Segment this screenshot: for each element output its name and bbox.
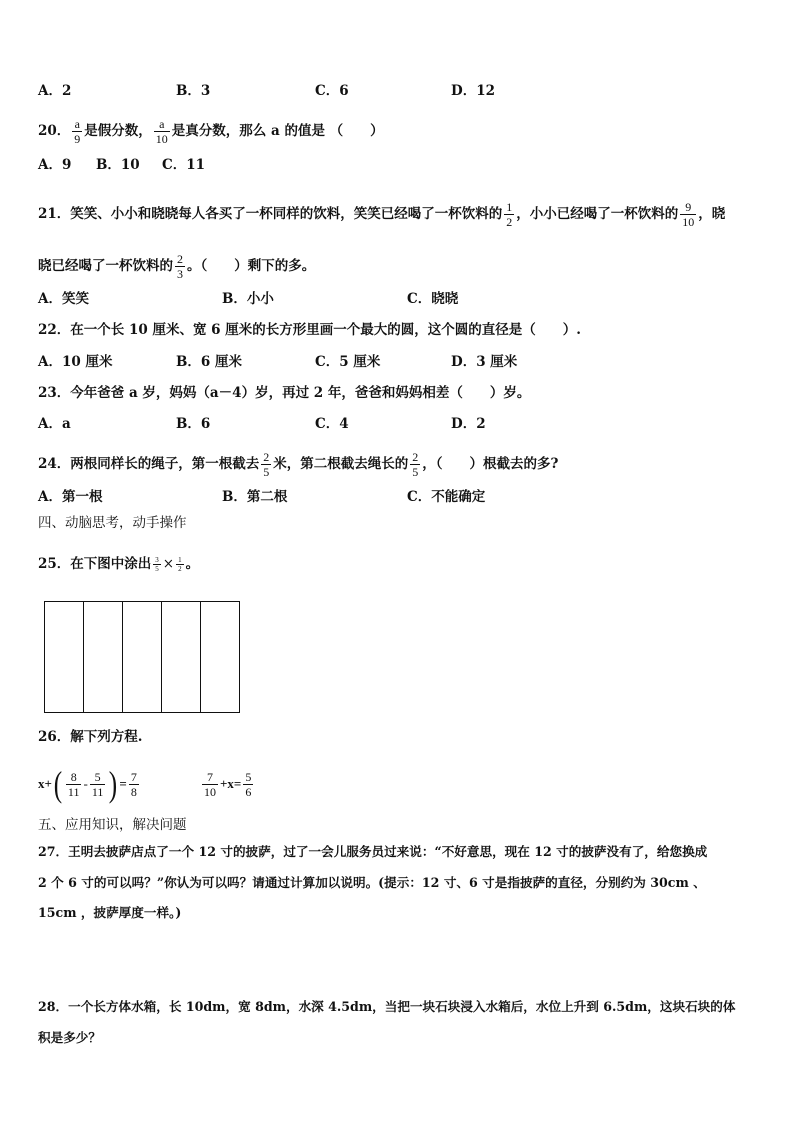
q21-option-c: C．晓晓 <box>407 291 459 307</box>
eq1-f3-numerator: 7 <box>130 769 137 784</box>
grid-cell[interactable] <box>201 602 239 712</box>
q26-equation-1 <box>38 762 141 806</box>
q20-number: 20． <box>38 123 71 139</box>
q21-f2-denominator: 10 <box>682 215 695 229</box>
grid-cell[interactable] <box>84 602 123 712</box>
q24-f2-denominator: 5 <box>412 465 419 479</box>
q23-stem: 23．今年爸爸 a 岁，妈妈（a－4）岁，再过 2 年，爸爸和妈妈相差（ ）岁。 <box>38 385 531 401</box>
q20-option-c: C．11 <box>162 157 206 173</box>
q25-f1-numerator: 3 <box>155 556 159 564</box>
q20-f2-numerator: a <box>159 117 165 131</box>
q20-text-2: 是真分数，那么 a 的值是 （ ） <box>171 123 384 139</box>
q21-text-1a: 21．笑笑、小小和晓晓每人各买了一杯同样的饮料，笑笑已经喝了一杯饮料的 <box>38 206 503 222</box>
q28-line-2: 积是多少？ <box>38 1030 101 1045</box>
grid-cell[interactable] <box>45 602 84 712</box>
q20-stem <box>38 117 384 146</box>
q20-f1-numerator: a <box>74 117 80 131</box>
q25-fraction-1 <box>153 556 161 573</box>
q25-f2-denominator: 2 <box>178 565 182 573</box>
q27-line-3: 15cm ，披萨厚度一样。) <box>38 905 182 920</box>
q25-f2-numerator: 1 <box>178 556 182 564</box>
q27-line-2: 2 个 6 寸的可以吗？”你认为可以吗？请通过计算加以说明。(提示：12 寸、6 寸是指披萨的直径，分别约为 30cm 、 <box>38 875 706 890</box>
q24-text-a: 24．两根同样长的绳子，第一根截去 <box>38 456 260 472</box>
right-paren: ) <box>109 764 118 804</box>
q26-stem: 26．解下列方程. <box>38 729 143 745</box>
q22-option-a: A．10 厘米 <box>38 354 113 370</box>
eq1-equals: = <box>119 776 127 791</box>
section-5-heading: 五、应用知识，解决问题 <box>38 817 187 833</box>
q21-f3-numerator: 2 <box>177 252 183 266</box>
eq2-fraction-2 <box>243 770 253 799</box>
eq1-fraction-3 <box>129 770 139 799</box>
q22-option-b: B．6 厘米 <box>176 354 243 370</box>
grid-cell[interactable] <box>162 602 201 712</box>
eq2-f1-denominator: 10 <box>204 784 216 799</box>
eq2-fraction-1 <box>202 770 218 799</box>
q25-text-a: 25．在下图中涂出 <box>38 556 152 572</box>
q20-f1-denominator: 9 <box>74 132 81 146</box>
eq1-f2-numerator: 5 <box>94 769 101 784</box>
q24-text-c: ，（ ）根截去的多? <box>422 456 559 472</box>
q20-text-1: 是假分数， <box>84 123 152 139</box>
eq2-f2-numerator: 5 <box>245 769 252 784</box>
q20-fraction-2 <box>154 117 170 146</box>
eq2-f2-denominator: 6 <box>245 784 252 799</box>
q20-option-a: A．9 <box>38 157 72 173</box>
q24-f1-numerator: 2 <box>263 450 270 464</box>
eq1-minus: - <box>83 776 88 791</box>
q19-option-c: C．6 <box>315 83 349 99</box>
q19-option-b: B．3 <box>176 83 211 99</box>
q21-fraction-2 <box>680 200 696 229</box>
q21-f1-numerator: 1 <box>506 200 513 214</box>
q27-line-1: 27．王明去披萨店点了一个 12 寸的披萨，过了一会儿服务员过来说：“不好意思，现在 12 寸的披萨没有了，给您换成 <box>38 844 708 859</box>
q25-stem <box>38 554 199 574</box>
q21-stem-line1 <box>38 200 725 229</box>
eq1-f1-numerator: 8 <box>70 769 77 784</box>
q24-f1-denominator: 5 <box>263 465 270 479</box>
q25-fraction-2 <box>176 556 184 573</box>
q23-option-d: D．2 <box>451 416 486 432</box>
q19-option-d: D．12 <box>451 83 495 99</box>
q21-stem-line2 <box>38 252 315 281</box>
q25-times: × <box>162 556 175 572</box>
eq2-f1-numerator: 7 <box>207 769 213 784</box>
eq1-x: x+ <box>38 776 52 791</box>
q19-option-a: A．2 <box>38 83 72 99</box>
q21-text-2b: 。（ ）剩下的多。 <box>187 258 316 274</box>
q23-option-c: C．4 <box>315 416 349 432</box>
q21-fraction-3 <box>175 252 185 281</box>
q24-f2-numerator: 2 <box>412 450 419 464</box>
section-4-heading: 四、动脑思考，动手操作 <box>38 515 187 531</box>
left-paren: ( <box>53 764 63 804</box>
q21-option-b: B．小小 <box>222 291 274 307</box>
q26-equation-2 <box>200 762 255 806</box>
q21-f3-denominator: 3 <box>177 267 183 281</box>
eq1-f3-denominator: 8 <box>130 784 137 799</box>
q21-text-1c: ，晓 <box>698 206 726 222</box>
eq1-fraction-2 <box>90 770 106 799</box>
q24-option-b: B．第二根 <box>222 489 288 505</box>
q21-text-1b: ，小小已经喝了一杯饮料的 <box>516 206 679 222</box>
q24-text-b: 米，第二根截去绳长的 <box>273 456 409 472</box>
eq1-f2-denominator: 11 <box>91 784 104 799</box>
q24-stem <box>38 450 558 479</box>
q20-option-b: B．10 <box>96 157 140 173</box>
q25-end: 。 <box>185 556 200 572</box>
q21-fraction-1 <box>504 200 514 229</box>
q24-fraction-2 <box>410 450 420 479</box>
q21-f1-denominator: 2 <box>506 215 513 229</box>
eq1-f1-denominator: 11 <box>67 784 80 799</box>
q20-fraction-1 <box>72 117 82 146</box>
q22-option-c: C．5 厘米 <box>315 354 381 370</box>
q25-f1-denominator: 5 <box>155 565 159 573</box>
q21-text-2a: 晓已经喝了一杯饮料的 <box>38 258 173 274</box>
q24-option-c: C．不能确定 <box>407 489 486 505</box>
q25-rectangle-grid <box>44 601 240 713</box>
eq1-fraction-1 <box>66 770 82 799</box>
q21-f2-numerator: 9 <box>685 200 692 214</box>
grid-cell[interactable] <box>123 602 162 712</box>
q22-stem: 22．在一个长 10 厘米、宽 6 厘米的长方形里画一个最大的圆，这个圆的直径是（ ）. <box>38 322 581 338</box>
q20-f2-denominator: 10 <box>155 132 168 146</box>
q23-option-a: A．a <box>38 416 71 432</box>
q21-option-a: A．笑笑 <box>38 291 89 307</box>
q24-option-a: A．第一根 <box>38 489 103 505</box>
eq2-plus-x-equals: +x= <box>220 776 242 791</box>
q28-line-1: 28．一个长方体水箱，长 10dm，宽 8dm，水深 4.5dm，当把一块石块浸入水箱后，水位上升到 6.5dm，这块石块的体 <box>38 999 736 1014</box>
q22-option-d: D．3 厘米 <box>451 354 518 370</box>
q23-option-b: B．6 <box>176 416 211 432</box>
q24-fraction-1 <box>261 450 271 479</box>
